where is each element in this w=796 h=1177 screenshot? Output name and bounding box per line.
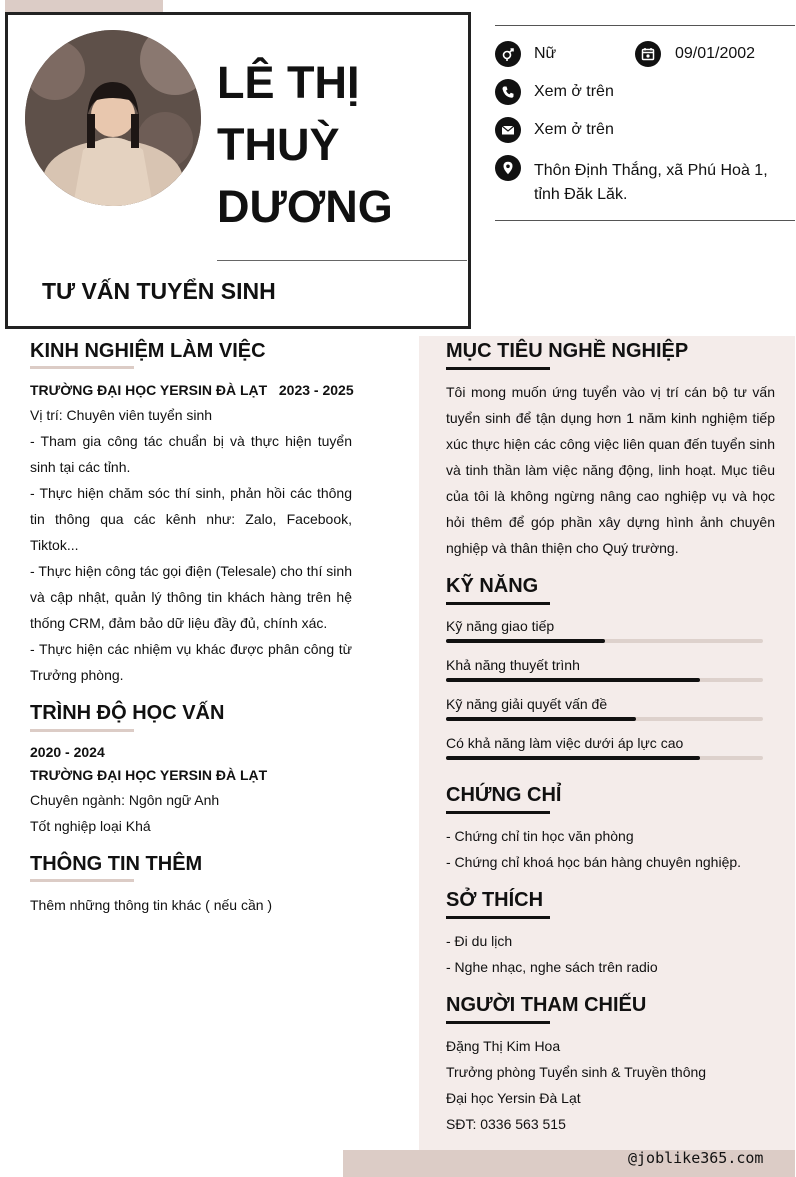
name-line: DƯƠNG — [217, 181, 393, 232]
section-underline — [30, 366, 134, 369]
section-underline — [446, 811, 550, 814]
gender-icon — [495, 41, 521, 67]
address-value — [534, 159, 768, 207]
email-value: Xem ở trên — [534, 121, 614, 138]
avatar — [25, 30, 201, 206]
dob-row — [635, 41, 755, 67]
job-title: TƯ VẤN TUYỂN SINH — [42, 278, 276, 304]
skill-item — [446, 618, 763, 643]
skill-label: Có khả năng làm việc dưới áp lực cao — [446, 735, 684, 751]
phone-value: Xem ở trên — [534, 83, 614, 100]
skill-item — [446, 657, 763, 682]
calendar-icon — [635, 41, 661, 67]
name-line: LÊ THỊ — [217, 57, 360, 108]
location-pin-icon — [495, 155, 521, 181]
dob-value: 09/01/2002 — [675, 45, 756, 62]
hobbies-list — [446, 928, 658, 980]
references-title: NGƯỜI THAM CHIẾU — [446, 994, 647, 1016]
reference-line: Đặng Thị Kim Hoa — [446, 1038, 561, 1054]
skill-level-bar — [446, 678, 700, 682]
experience-period: 2023 - 2025 — [278, 382, 354, 398]
section-underline — [30, 879, 134, 882]
extra-info-text: Thêm những thông tin khác ( nếu cần ) — [30, 897, 273, 913]
section-underline — [446, 602, 550, 605]
skill-level-bar — [446, 717, 636, 721]
skill-label: Kỹ năng giải quyết vấn đề — [446, 696, 608, 712]
phone-icon — [495, 79, 521, 105]
duty-item: - Thực hiện chăm sóc thí sinh, phản hồi các thông tin thông qua các kênh như: Zalo, Facebook, Tiktok... — [30, 485, 352, 553]
reference-line: SĐT: 0336 563 515 — [446, 1116, 566, 1132]
skill-item — [446, 735, 763, 760]
info-top-divider — [495, 25, 795, 26]
reference-line: Trưởng phòng Tuyển sinh & Truyền thông — [446, 1064, 707, 1080]
education-major: Chuyên ngành: Ngôn ngữ Anh — [30, 792, 220, 808]
certificate-item: - Chứng chỉ khoá học bán hàng chuyên nghiệp. — [446, 854, 742, 870]
gender-row — [495, 41, 556, 67]
info-bottom-divider — [495, 220, 795, 221]
experience-duties — [30, 428, 352, 688]
extra-info-title: THÔNG TIN THÊM — [30, 853, 203, 875]
education-title: TRÌNH ĐỘ HỌC VẤN — [30, 702, 225, 724]
section-underline — [446, 916, 550, 919]
skill-item — [446, 696, 763, 721]
skill-track — [446, 678, 763, 682]
objective-text: Tôi mong muốn ứng tuyển vào vị trí cán bộ tư vấn tuyển sinh để tận dụng hơn 1 năm kinh nghiệm tiếp xúc thực hiện các công việc liên quan đến tuyển sinh và tinh thần làm việc năng động, linh hoạt. Mục tiêu của tôi là không ngừng nâng cao nghiệp vụ và học hỏi thêm để góp phần xây dựng hình ảnh chuyên nghiệp và thân thiện cho Quý trường. — [446, 384, 775, 556]
reference-line: Đại học Yersin Đà Lạt — [446, 1090, 581, 1106]
skill-track — [446, 756, 763, 760]
address-line: tỉnh Đăk Lăk. — [534, 186, 628, 203]
phone-row — [495, 79, 614, 105]
skill-track — [446, 639, 763, 643]
skill-label: Khả năng thuyết trình — [446, 657, 580, 673]
email-row — [495, 117, 614, 143]
experience-title: KINH NGHIỆM LÀM VIỆC — [30, 340, 266, 362]
education-school: TRƯỜNG ĐẠI HỌC YERSIN ĐÀ LẠT — [30, 767, 268, 783]
address-line: Thôn Định Thắng, xã Phú Hoà 1, — [534, 162, 768, 179]
section-underline — [446, 367, 550, 370]
skill-label: Kỹ năng giao tiếp — [446, 618, 555, 634]
address-row — [495, 155, 768, 207]
education-period: 2020 - 2024 — [30, 744, 105, 760]
watermark: @joblike365.com — [628, 1149, 764, 1167]
mail-icon — [495, 117, 521, 143]
skill-track — [446, 717, 763, 721]
candidate-name — [217, 52, 457, 238]
skill-level-bar — [446, 756, 700, 760]
section-underline — [446, 1021, 550, 1024]
duty-item: - Thực hiện các nhiệm vụ khác được phân công từ Trưởng phòng. — [30, 641, 352, 683]
experience-position: Vị trí: Chuyên viên tuyển sinh — [30, 407, 213, 423]
certificate-item: - Chứng chỉ tin học văn phòng — [446, 828, 634, 844]
hobby-item: - Nghe nhạc, nghe sách trên radio — [446, 959, 658, 975]
gender-value: Nữ — [534, 45, 557, 62]
references-list — [446, 1033, 706, 1137]
experience-company-line — [30, 377, 354, 403]
certificates-list — [446, 823, 741, 875]
education-grade: Tốt nghiệp loại Khá — [30, 818, 151, 834]
certificates-title: CHỨNG CHỈ — [446, 784, 562, 806]
hobbies-title: SỞ THÍCH — [446, 889, 544, 911]
skills-title: KỸ NĂNG — [446, 575, 539, 597]
name-line: THUỲ — [217, 119, 340, 170]
name-divider — [217, 260, 467, 261]
section-underline — [30, 729, 134, 732]
skill-level-bar — [446, 639, 605, 643]
duty-item: - Thực hiện công tác gọi điện (Telesale) cho thí sinh và cập nhật, quản lý thông tin khách hàng trên hệ thống CRM, đảm bảo dữ liệu đầy đủ, chính xác. — [30, 563, 352, 631]
experience-company: TRƯỜNG ĐẠI HỌC YERSIN ĐÀ LẠT — [30, 382, 268, 398]
hobby-item: - Đi du lịch — [446, 933, 513, 949]
objective-title: MỤC TIÊU NGHỀ NGHIỆP — [446, 340, 689, 362]
duty-item: - Tham gia công tác chuẩn bị và thực hiện tuyển sinh tại các tỉnh. — [30, 433, 352, 475]
